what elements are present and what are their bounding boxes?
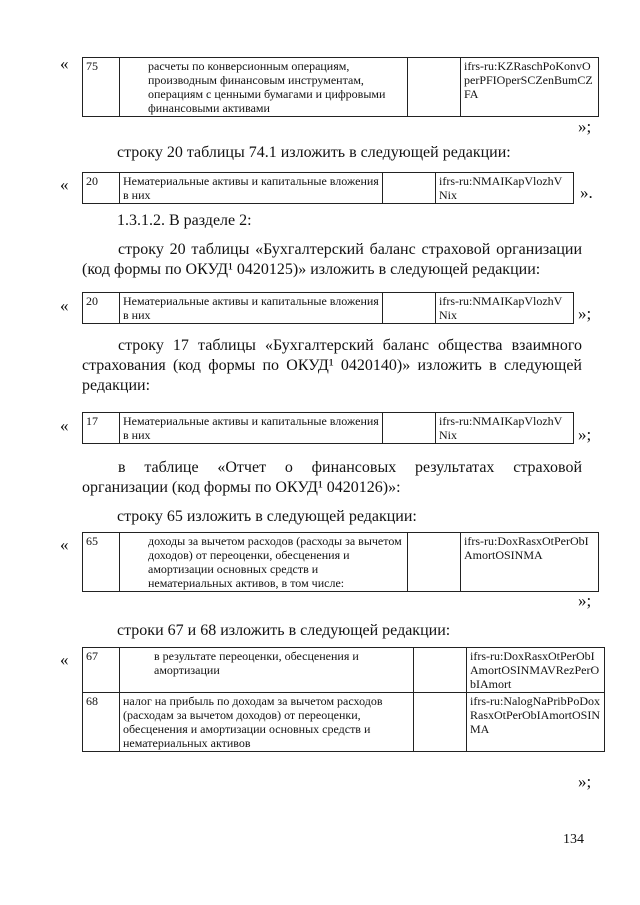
table-row-68 [83, 693, 605, 752]
table-rows-67-68 [82, 647, 605, 752]
row-code: ifrs-ru:DoxRasxOtPerObIAmortOSINMA [461, 533, 599, 592]
closing-quote: ». [580, 183, 593, 202]
opening-quote: « [60, 416, 69, 435]
opening-quote: « [60, 535, 69, 554]
opening-quote: « [60, 175, 69, 194]
row-text: Нематериальные активы и капитальные вложения в них [120, 413, 383, 444]
row-number: 67 [83, 648, 120, 693]
row-code: ifrs-ru:DoxRasxOtPerObIAmortOSINMAVRezPerObIAmort [467, 648, 605, 693]
instruction-paragraph: строку 17 таблицы «Бухгалтерский баланс общества взаимного страхования (код формы по ОКУД¹ 0420140)» изложить в следующей редакции: [82, 337, 582, 394]
table-row-20 [82, 172, 574, 204]
table-row-17 [82, 412, 574, 444]
instruction-paragraph: строку 20 таблицы «Бухгалтерский баланс страховой организации (код формы по ОКУД¹ 0420125)» изложить в следующей редакции: [82, 241, 582, 278]
row-number: 68 [83, 693, 120, 752]
table-row-65 [82, 532, 599, 592]
row-code: ifrs-ru:KZRaschPoKonvOperPFIOperSCZenBumCZFA [461, 58, 599, 117]
empty-cell [383, 293, 436, 324]
row-text: Нематериальные активы и капитальные вложения в них [120, 173, 383, 204]
row-number: 17 [83, 413, 120, 444]
instruction-text: строку 65 изложить в следующей редакции: [117, 508, 417, 525]
opening-quote: « [60, 296, 69, 315]
row-number: 20 [83, 293, 120, 324]
empty-cell [414, 693, 467, 752]
instruction-paragraph: в таблице «Отчет о финансовых результатах страховой организации (код формы по ОКУД¹ 0420126)»: [82, 459, 582, 496]
empty-cell [408, 533, 461, 592]
empty-cell [383, 173, 436, 204]
opening-quote: « [60, 650, 69, 669]
table-row-20 [82, 292, 574, 324]
row-number: 20 [83, 173, 120, 204]
closing-quote: »; [578, 425, 592, 444]
empty-cell [414, 648, 467, 693]
empty-cell [383, 413, 436, 444]
closing-quote: »; [578, 117, 592, 136]
page-number: 134 [563, 832, 584, 847]
row-code: ifrs-ru:NMAIKapVlozhVNix [436, 413, 574, 444]
table-row-75 [82, 57, 599, 117]
instruction-text: строки 67 и 68 изложить в следующей редакции: [117, 622, 451, 639]
row-text: Нематериальные активы и капитальные вложения в них [120, 293, 383, 324]
row-text: доходы за вычетом расходов (расходы за вычетом доходов) от переоценки, обесценения и амортизации основных средств и нематериальных активов, в том числе: [120, 533, 408, 592]
opening-quote: « [60, 54, 69, 73]
row-number: 65 [83, 533, 120, 592]
row-text: налог на прибыль по доходам за вычетом расходов (расходам за вычетом доходов) от переоценки, обесценения и амортизации основных средств и нематериальных активов [120, 693, 414, 752]
closing-quote: »; [578, 772, 592, 791]
row-code: ifrs-ru:NalogNaPribPoDoxRasxOtPerObIAmortOSINMA [467, 693, 605, 752]
row-code: ifrs-ru:NMAIKapVlozhVNix [436, 173, 574, 204]
closing-quote: »; [578, 304, 592, 323]
instruction-text: строку 20 таблицы 74.1 изложить в следующей редакции: [117, 144, 511, 161]
section-heading: 1.3.1.2. В разделе 2: [117, 212, 252, 229]
row-code: ifrs-ru:NMAIKapVlozhVNix [436, 293, 574, 324]
row-number: 75 [83, 58, 120, 117]
closing-quote: »; [578, 591, 592, 610]
empty-cell [408, 58, 461, 117]
row-text: в результате переоценки, обесценения и амортизации [120, 648, 414, 693]
table-row-67 [83, 648, 605, 693]
row-text: расчеты по конверсионным операциям, производным финансовым инструментам, операциям с ценными бумагами и цифровыми финансовыми активами [120, 58, 408, 117]
